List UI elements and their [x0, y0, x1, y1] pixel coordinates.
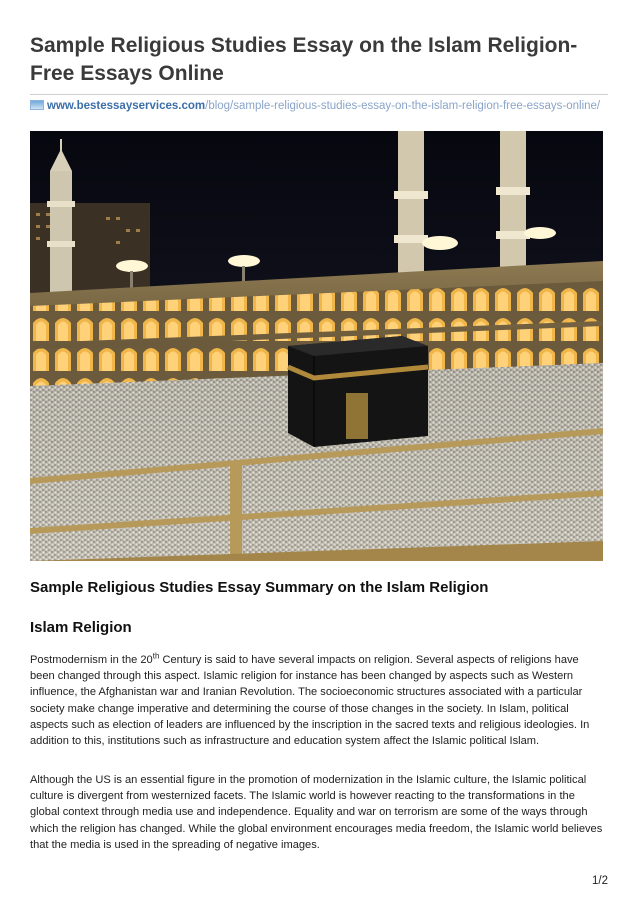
source-url[interactable]: [30, 99, 630, 113]
paragraph-1-superscript: th: [152, 651, 160, 661]
paragraph-1-rest: Century is said to have several impacts on religion. Several aspects of religions have been changed through this aspect. Islamic religion for instance has been changed by aspects such as Western influence, the Afghanistan war and Iranian Revolution. The socioeconomic structures associated with a particular society make change imperative and determining the course of those changes in the society. In Islam, political aspects such as election of leaders are influenced by the inscription in the sacred texts and religious ideologies. In addition to this, institutions such as infrastructure and education system affect the Islamic political Islam.: [30, 654, 590, 748]
url-domain[interactable]: www.bestessayservices.com: [47, 100, 206, 112]
title-divider: [30, 94, 608, 95]
paragraph-2: Although the US is an essential figure in the promotion of modernization in the Islamic culture, the Islamic political culture is divergent from westernized facets. The Islamic world is however reacting to the transformations in the global context through media use and independence. Equality and war on terrorism are some of the ways through which the religion has changed. While the global environment encourages media freedom, the Islamic world believes that the media is used in the spreading of negative images.: [30, 774, 603, 851]
paragraph-1-start: Postmodernism in the 20: [30, 654, 153, 666]
page-number: 1/2: [592, 875, 608, 887]
section-heading: Islam Religion: [30, 619, 132, 636]
link-image-icon: [30, 100, 44, 110]
summary-heading: Sample Religious Studies Essay Summary on the Islam Religion: [30, 579, 489, 596]
paragraph-1: [30, 652, 603, 749]
url-path[interactable]: /blog/sample-religious-studies-essay-on-the-islam-religion-free-essays-online/: [205, 100, 601, 112]
mecca-kaaba-photo: [30, 131, 603, 561]
document-title: Sample Religious Studies Essay on the Islam Religion- Free Essays Online: [30, 34, 578, 85]
